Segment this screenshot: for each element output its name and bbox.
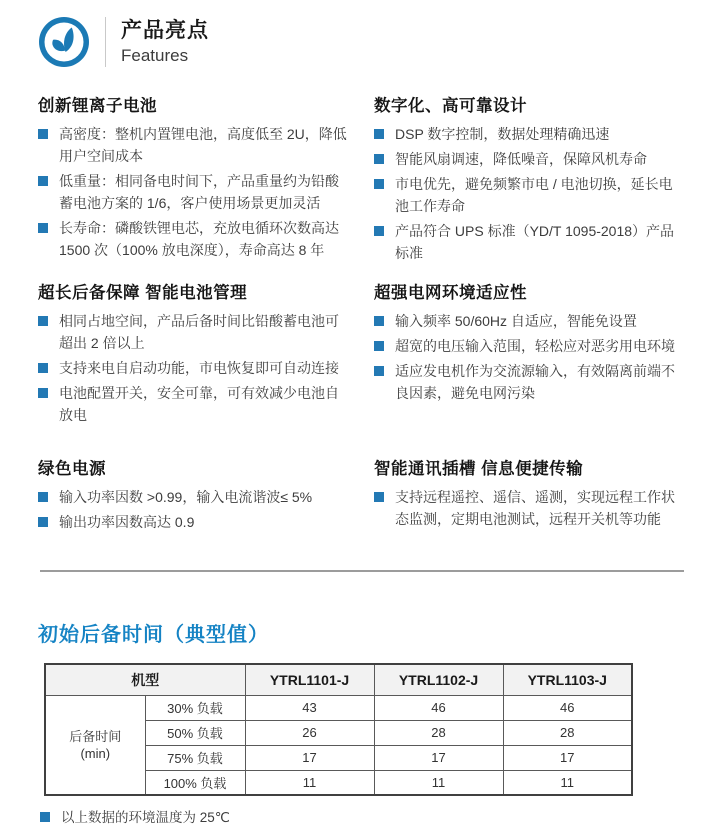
section-divider (40, 570, 684, 572)
feature-section-digital-design (374, 92, 686, 279)
table-footnote (40, 808, 686, 827)
feature-section-comm-slot (374, 455, 686, 536)
section-heading: 智能通讯插槽 信息便捷传输 (374, 460, 584, 478)
feature-text: 输入频率 50/60Hz 自适应，智能免设置 (395, 313, 637, 329)
bullet-square-icon (38, 176, 48, 186)
load-cell: 30% 负载 (145, 695, 245, 720)
table-row (45, 695, 632, 720)
bullet-square-icon (374, 366, 384, 376)
load-cell: 50% 负载 (145, 720, 245, 745)
value-cell: 26 (245, 720, 374, 745)
feature-item (374, 123, 686, 145)
value-cell: 17 (503, 745, 632, 770)
feature-text: DSP 数字控制，数据处理精确迅速 (395, 126, 610, 142)
model-column-header: YTRL1101-J (245, 664, 374, 695)
bullet-square-icon (374, 341, 384, 351)
feature-text: 市电优先，避免频繁市电 / 电池切换，延长电池工作寿命 (395, 176, 673, 214)
feature-item (38, 123, 350, 167)
feature-item (38, 310, 350, 354)
feature-item (38, 382, 350, 426)
header-titles (121, 17, 209, 67)
page-header (38, 14, 686, 70)
leaf-eco-icon (38, 16, 90, 68)
value-cell: 11 (245, 770, 374, 795)
feature-section-grid-adaptability (374, 279, 686, 455)
feature-text: 长寿命：磷酸铁锂电芯，充放电循环次数高达 1500 次（100% 放电深度），寿命高达 8 年 (59, 220, 339, 258)
feature-item (374, 335, 686, 357)
section-heading: 超长后备保障 智能电池管理 (38, 284, 248, 302)
bullet-square-icon (374, 316, 384, 326)
feature-section-backup-guarantee (38, 279, 350, 455)
feature-list (374, 123, 686, 264)
bullet-square-icon (374, 129, 384, 139)
section-heading: 数字化、高可靠设计 (374, 97, 527, 115)
load-cell: 100% 负载 (145, 770, 245, 795)
value-cell: 11 (374, 770, 503, 795)
feature-list (38, 486, 350, 533)
model-header-cell: 机型 (45, 664, 245, 695)
feature-item (38, 217, 350, 261)
feature-text: 相同占地空间，产品后备时间比铅酸蓄电池可超出 2 倍以上 (59, 313, 339, 351)
feature-text: 电池配置开关，安全可靠，可有效减少电池自放电 (59, 385, 339, 423)
feature-item (374, 220, 686, 264)
bullet-square-icon (38, 388, 48, 398)
bullet-square-icon (38, 492, 48, 502)
feature-item (38, 511, 350, 533)
feature-item (374, 360, 686, 404)
model-column-header: YTRL1102-J (374, 664, 503, 695)
feature-list (374, 310, 686, 404)
feature-item (374, 310, 686, 332)
section-heading: 超强电网环境适应性 (374, 284, 527, 302)
bullet-square-icon (38, 129, 48, 139)
feature-text: 输入功率因数 >0.99，输入电流谐波≤ 5% (59, 489, 313, 505)
bullet-square-icon (374, 154, 384, 164)
feature-text: 超宽的电压输入范围，轻松应对恶劣用电环境 (395, 338, 675, 354)
feature-list (38, 310, 350, 426)
value-cell: 46 (503, 695, 632, 720)
bullet-square-icon (374, 492, 384, 502)
header-divider (105, 17, 106, 67)
feature-text: 输出功率因数高达 0.9 (59, 514, 195, 530)
feature-item (38, 357, 350, 379)
feature-item (374, 148, 686, 170)
load-cell: 75% 负载 (145, 745, 245, 770)
row-group-label: 后备时间 (69, 728, 122, 744)
value-cell: 28 (503, 720, 632, 745)
features-grid (38, 92, 686, 536)
feature-item (374, 173, 686, 217)
value-cell: 28 (374, 720, 503, 745)
value-cell: 17 (245, 745, 374, 770)
feature-text: 适应发电机作为交流源输入，有效隔离前端不良因素，避免电网污染 (395, 363, 675, 401)
feature-section-li-battery (38, 92, 350, 279)
feature-item (38, 170, 350, 214)
feature-text: 智能风扇调速，降低噪音，保障风机寿命 (395, 151, 647, 167)
bullet-square-icon (374, 226, 384, 236)
feature-item (38, 486, 350, 508)
table-header-row (45, 664, 632, 695)
feature-text: 高密度：整机内置锂电池，高度低至 2U，降低用户空间成本 (59, 126, 347, 164)
feature-text: 产品符合 UPS 标准（YD/T 1095-2018）产品标准 (395, 223, 675, 261)
bullet-square-icon (38, 517, 48, 527)
feature-section-green-power (38, 455, 350, 536)
section-heading: 创新锂离子电池 (38, 97, 157, 115)
value-cell: 17 (374, 745, 503, 770)
bullet-square-icon (38, 223, 48, 233)
feature-item (374, 486, 686, 530)
feature-text: 低重量：相同备电时间下，产品重量约为铅酸蓄电池方案的 1/6，客户使用场景更加灵活 (59, 173, 339, 211)
section-heading: 绿色电源 (38, 460, 106, 478)
row-group-unit: (min) (80, 745, 111, 761)
page-title: 产品亮点 (121, 19, 209, 42)
model-column-header: YTRL1103-J (503, 664, 632, 695)
backup-time-table (44, 663, 633, 796)
feature-text: 支持来电自启动功能，市电恢复即可自动连接 (59, 360, 339, 376)
backup-time-title: 初始后备时间（典型值） (38, 624, 269, 646)
feature-list (374, 486, 686, 530)
bullet-square-icon (38, 316, 48, 326)
value-cell: 46 (374, 695, 503, 720)
row-group-cell (45, 695, 145, 795)
value-cell: 11 (503, 770, 632, 795)
feature-text: 支持远程遥控、遥信、遥测，实现远程工作状态监测，定期电池测试，远程开关机等功能 (395, 489, 675, 527)
bullet-square-icon (40, 812, 50, 822)
page-subtitle: Features (121, 46, 189, 65)
feature-list (38, 123, 350, 261)
bullet-square-icon (38, 363, 48, 373)
bullet-square-icon (374, 179, 384, 189)
value-cell: 43 (245, 695, 374, 720)
footnote-text: 以上数据的环境温度为 25℃ (61, 810, 230, 825)
